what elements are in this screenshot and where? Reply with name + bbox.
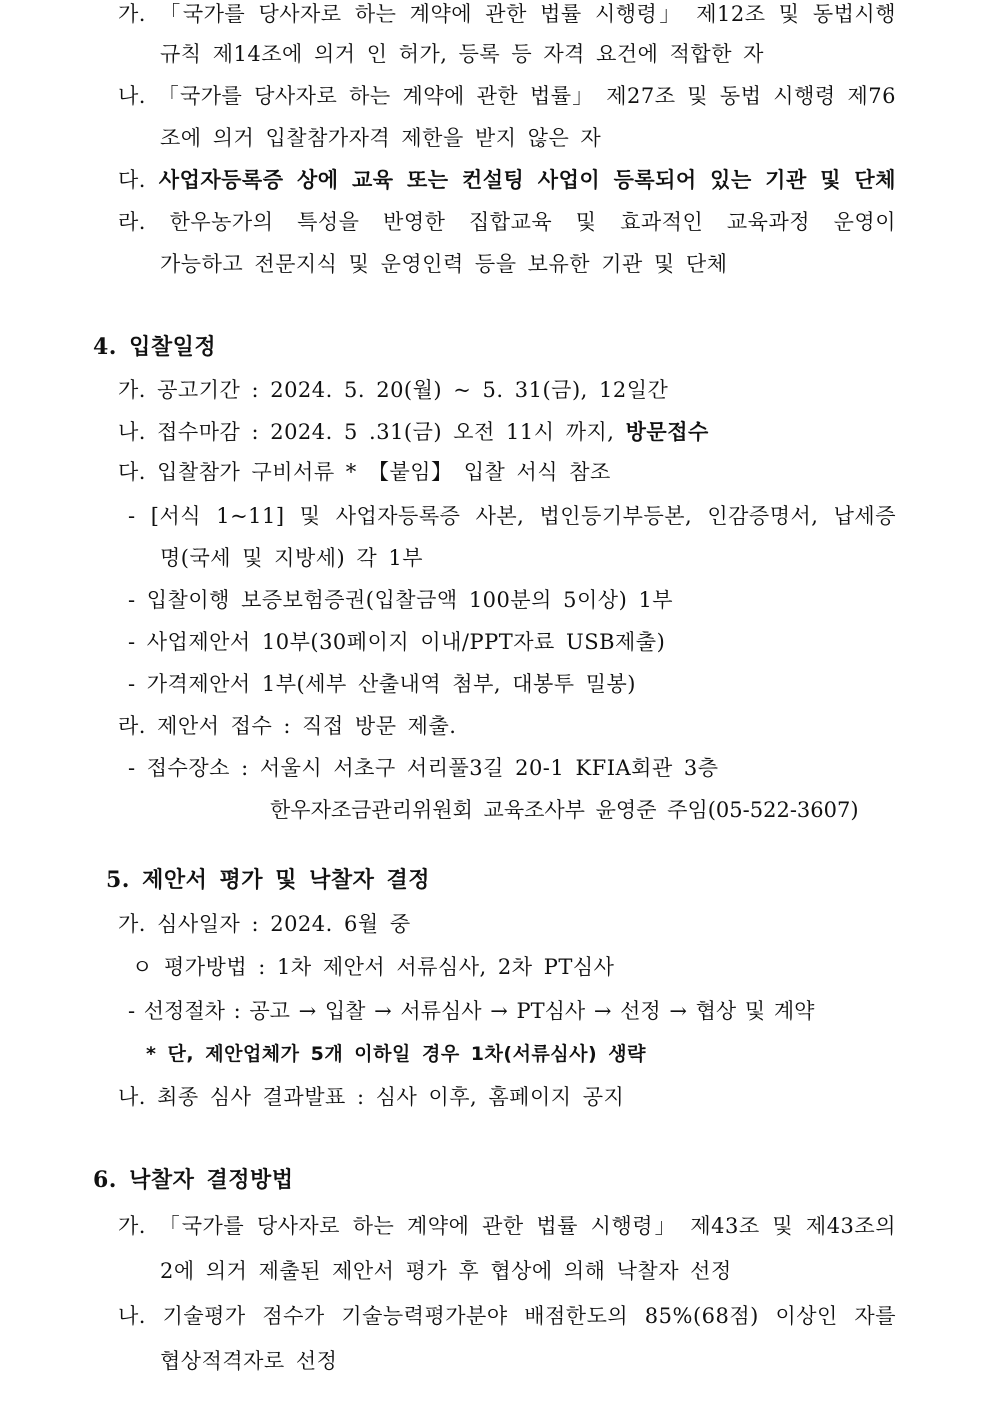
sec4-contact: 한우자조금관리위원회 교육조사부 윤영준 주임(05-522-3607): [270, 798, 859, 822]
item-marker: 가.: [118, 2, 146, 26]
sec6-na-line1: 나. 기술평가 점수가 기술능력평가분야 배점한도의 85%(68점) 이상인 자를: [118, 1304, 896, 1328]
sec4-da: 다. 입찰참가 구비서류 * 【붙임】 입찰 서식 참조: [118, 460, 611, 484]
sec5-procedure: - 선정절차 : 공고 → 입찰 → 서류심사 → PT심사 → 선정 → 협상 및 계약: [128, 999, 815, 1023]
sec3-item-ra-line2: 가능하고 전문지식 및 운영인력 등을 보유한 기관 및 단체: [160, 252, 728, 276]
item-text: 「국가를 당사자로 하는 계약에 관한 법률 시행령」 제12조 및 동법시행: [159, 2, 896, 26]
sec4-doc-1-line2: 명(국세 및 지방세) 각 1부: [160, 546, 424, 570]
sec4-na: [118, 418, 709, 446]
item-marker: 라.: [118, 210, 146, 234]
section-5-title: 5. 제안서 평가 및 낙찰자 결정: [106, 867, 431, 893]
sec4-ga: 가. 공고기간 : 2024. 5. 20(월) ~ 5. 31(금), 12일간: [118, 378, 669, 402]
sec3-item-da: [118, 166, 896, 194]
section-4-title: 4. 입찰일정: [93, 334, 217, 360]
sec3-item-na-line2: 조에 의거 입찰참가자격 제한을 받지 않은 자: [160, 126, 602, 150]
sec6-ga-line2: 2에 의거 제출된 제안서 평가 후 협상에 의해 낙찰자 선정: [160, 1259, 732, 1283]
sec5-ga: 가. 심사일자 : 2024. 6월 중: [118, 912, 411, 936]
sec3-item-ra-line1: [118, 208, 896, 236]
sec6-na-line2: 협상적격자로 선정: [160, 1349, 338, 1373]
item-text: 한우농가의 특성을 반영한 집합교육 및 효과적인 교육과정 운영이: [169, 210, 896, 234]
item-marker: 나.: [118, 84, 146, 108]
sec3-item-ga-line2: 규칙 제14조에 의거 인 허가, 등록 등 자격 요건에 적합한 자: [160, 42, 764, 66]
item-text-bold: 사업자등록증 상에 교육 또는 컨설팅 사업이 등록되어 있는 기관 및 단체: [158, 167, 896, 192]
sec5-na: 나. 최종 심사 결과발표 : 심사 이후, 홈페이지 공지: [118, 1085, 625, 1109]
item-text: 「국가를 당사자로 하는 계약에 관한 법률」 제27조 및 동법 시행령 제76: [157, 84, 896, 108]
sec6-ga-line1: 가. 「국가를 당사자로 하는 계약에 관한 법률 시행령」 제43조 및 제43조의: [118, 1214, 896, 1238]
sec5-method: ㅇ 평가방법 : 1차 제안서 서류심사, 2차 PT심사: [132, 955, 615, 979]
sec4-place: - 접수장소 : 서울시 서초구 서리풀3길 20-1 KFIA회관 3층: [128, 756, 719, 780]
sec4-ra: 라. 제안서 접수 : 직접 방문 제출.: [118, 714, 457, 738]
sec4-doc-3: - 사업제안서 10부(30페이지 이내/PPT자료 USB제출): [128, 630, 666, 654]
sec4-doc-4: - 가격제안서 1부(세부 산출내역 첨부, 대봉투 밀봉): [128, 672, 637, 696]
sec4-na-bold: 방문접수: [625, 419, 709, 444]
sec4-doc-1-line1: - [서식 1~11] 및 사업자등록증 사본, 법인등기부등본, 인감증명서, 납세증: [128, 504, 896, 528]
sec4-doc-2: - 입찰이행 보증보험증권(입찰금액 100분의 5이상) 1부: [128, 588, 674, 612]
item-marker: 다.: [118, 168, 146, 192]
sec5-note: * 단, 제안업체가 5개 이하일 경우 1차(서류심사) 생략: [146, 1043, 646, 1065]
sec3-item-na-line1: [118, 82, 896, 110]
sec4-na-text: 나. 접수마감 : 2024. 5 .31(금) 오전 11시 까지,: [118, 420, 626, 444]
section-6-title: 6. 낙찰자 결정방법: [93, 1167, 294, 1193]
sec3-item-ga-line1: [118, 0, 896, 28]
